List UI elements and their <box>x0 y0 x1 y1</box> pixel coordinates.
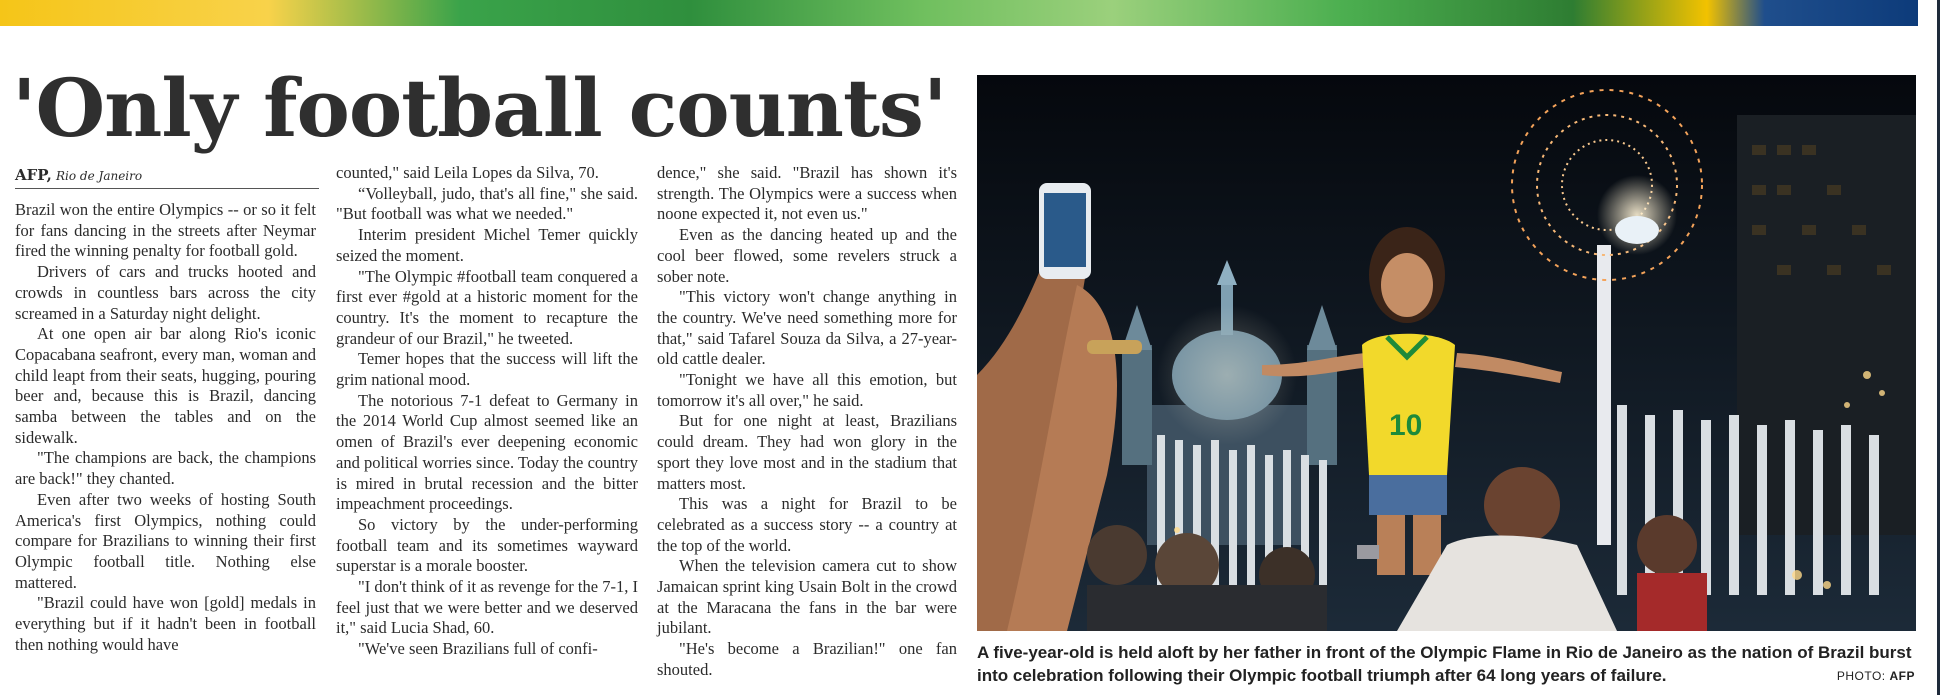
article-column-2 <box>336 163 638 660</box>
paragraph: Interim president Michel Temer quickly seized the moment. <box>336 225 638 265</box>
photo-illustration <box>977 75 1916 631</box>
paragraph: counted," said Leila Lopes da Silva, 70. <box>336 163 599 182</box>
paragraph: "He's become a Brazilian!" one fan shouted. <box>657 639 957 679</box>
paragraph: "This victory won't change anything in the country. We've need something more for that," said Tafarel Souza da Silva, a 27-year-old cattle dealer. <box>657 287 957 369</box>
paragraph: "The champions are back, the champions are back!" they chanted. <box>15 448 316 489</box>
paragraph: At one open air bar along Rio's iconic Copacabana seafront, every man, woman and child leapt from their seats, hugging, pouring beer and, because this is Brazil, dancing samba between the tables and on the sidewalk. <box>15 324 316 447</box>
paragraph: Temer hopes that the success will lift the grim national mood. <box>336 349 638 390</box>
photo-credit <box>1837 669 1915 683</box>
byline-place: Rio de Janeiro <box>56 169 143 183</box>
photo-credit-label: PHOTO: <box>1836 669 1886 683</box>
jersey-number: 10 <box>1389 409 1423 442</box>
paragraph: So victory by the under-performing football team and its sometimes wayward superstar is a morale booster. <box>336 514 638 576</box>
paragraph: Even after two weeks of hosting South America's first Olympics, nothing could compare for Brazilians to winning their first Olympic football title. Nothing else mattered. <box>15 489 316 592</box>
paragraph: "Tonight we have all this emotion, but tomorrow it's all over," he said. <box>657 370 957 410</box>
article-column-1 <box>15 200 316 655</box>
paragraph: Even as the dancing heated up and the cool beer flowed, some revelers struck a sober note. <box>657 225 957 286</box>
paragraph: But for one night at least, Brazilians could dream. They had won glory in the sport they love most and in the stadium that matters most. <box>657 411 957 493</box>
paragraph: "We've seen Brazilians full of confi- <box>358 639 598 659</box>
photo-caption: A five-year-old is held aloft by her father in front of the Olympic Flame in Rio de Janeiro as the nation of Brazil burst into celebration following their Olympic football triumph after 64 long years of failure. <box>977 643 1912 685</box>
headline: 'Only football counts' <box>12 61 947 155</box>
paragraph: Drivers of cars and trucks hooted and crowds in countless bars across the city screamed in a Saturday night delight. <box>15 262 316 323</box>
byline-agency: AFP, <box>15 166 52 184</box>
top-color-band <box>0 0 1918 26</box>
news-photo <box>977 75 1916 631</box>
paragraph: "I don't think of it as revenge for the 7-1, I feel just that we were better and we deserved it," said Lucia Shad, 60. <box>336 577 638 638</box>
paragraph: dence," she said. "Brazil has shown it's strength. The Olympics were a success when noone expected it, not even us." <box>657 163 957 224</box>
paragraph: When the television camera cut to show Jamaican sprint king Usain Bolt in the crowd at the Maracana the fans in the bar were jubilant. <box>657 556 957 638</box>
paragraph: "Brazil could have won [gold] medals in everything but if it hadn't been in football then nothing would have <box>15 593 316 654</box>
article-column-3 <box>657 163 957 681</box>
paragraph: The notorious 7-1 defeat to Germany in the 2014 World Cup almost seemed like an omen of Brazil's ever deepening economic and political worries since. Today the country is mired in brutal recession and the bitter impeachment proceedings. <box>336 390 638 514</box>
photo-credit-source: AFP <box>1889 669 1915 683</box>
paragraph: Brazil won the entire Olympics -- or so it felt for fans dancing in the streets after Neymar fired the winning penalty for football gold. <box>15 200 316 261</box>
byline <box>15 166 319 189</box>
paragraph: “Volleyball, judo, that's all fine," she said. "But football was what we needed." <box>336 183 638 224</box>
paragraph: This was a night for Brazil to be celebrated as a success story -- a country at the top of the world. <box>657 494 957 555</box>
paragraph: "The Olympic #football team conquered a first ever #gold at a historic moment for the country. It's the moment to recapture the grandeur of our Brazil," he tweeted. <box>336 266 638 348</box>
